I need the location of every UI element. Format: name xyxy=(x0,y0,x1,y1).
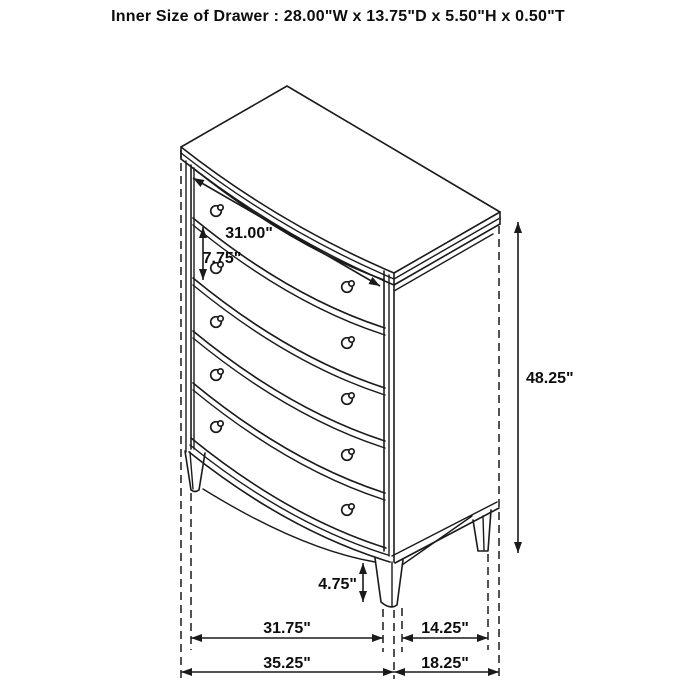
leg-height-label: 4.75" xyxy=(318,576,357,593)
top-bottom-front-right xyxy=(394,224,500,285)
left-side-edges xyxy=(186,161,194,452)
right-corner-and-side-panel xyxy=(384,234,499,565)
knob-cap xyxy=(349,449,354,454)
front-span-label: 31.75" xyxy=(263,620,311,637)
overall-height-label: 48.25" xyxy=(526,370,574,387)
knob-cap xyxy=(218,316,223,321)
chest-line-drawing xyxy=(181,86,500,607)
side-span-label: 14.25" xyxy=(421,620,469,637)
overall-depth-label: 18.25" xyxy=(421,655,469,672)
knob-cap xyxy=(349,337,354,342)
drawer-height-label: 7.75" xyxy=(202,250,242,267)
top-bevel-front-right xyxy=(394,218,500,279)
knob-cap xyxy=(349,393,354,398)
bottom-molding-line xyxy=(191,438,386,548)
side-panel-top-edge xyxy=(394,234,493,291)
front-center-leg xyxy=(375,558,403,607)
side-molding-line xyxy=(392,502,497,556)
overall-width-label: 35.25" xyxy=(263,655,311,672)
knob-cap xyxy=(218,205,223,210)
front-apron-edge xyxy=(203,489,375,562)
page-title: Inner Size of Drawer : 28.00"W x 13.75"D x 5.50"H x 0.50"T xyxy=(111,8,565,25)
knob-cap xyxy=(349,504,354,509)
knob-cap xyxy=(218,369,223,374)
drawer-width-label: 31.00" xyxy=(225,225,273,242)
back-right-leg-edge xyxy=(483,516,484,550)
knob-cap xyxy=(349,281,354,286)
knob-cap xyxy=(218,421,223,426)
side-apron-edge xyxy=(402,516,472,565)
